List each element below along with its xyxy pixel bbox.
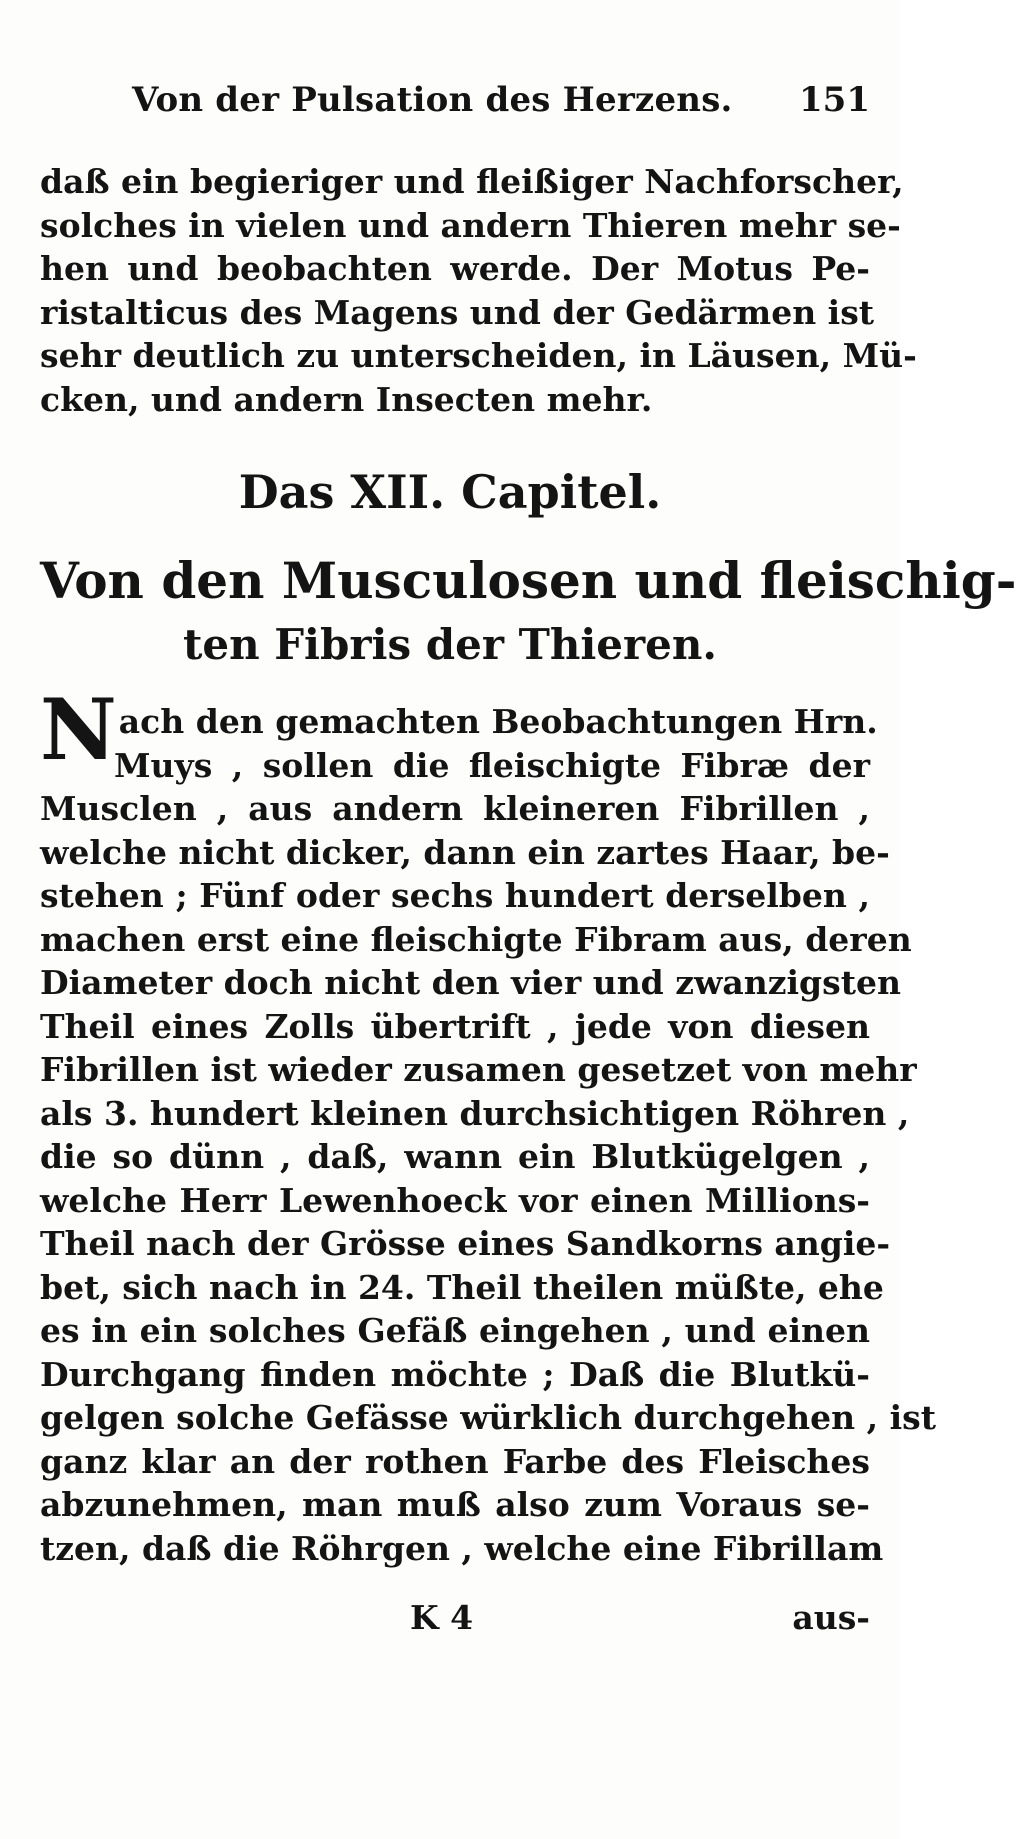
intro-paragraph — [40, 160, 917, 421]
chapter-title-line-1: Von den Musculosen und fleischig- — [40, 551, 1016, 610]
text-line: Fibrillen ist wieder zusamen gesetzet von mehr — [40, 1050, 917, 1089]
page-number: 151 — [799, 80, 870, 120]
text-line: stehen ; Fünf oder sechs hundert derselben , — [40, 876, 870, 915]
drop-cap: N — [40, 680, 117, 779]
text-line: Musclen , aus andern kleineren Fibrillen , — [40, 789, 870, 828]
text-line: Muys , sollen die fleischigte Fibræ der — [114, 745, 870, 785]
running-head-title: Von der Pulsation des Herzens. — [132, 80, 733, 120]
text-line: Theil eines Zolls übertrift , jede von diesen — [40, 1006, 870, 1046]
text-line: bet, sich nach in 24. Theil theilen müßte, ehe — [40, 1267, 884, 1307]
text-line: es in ein solches Gefäß eingehen , und einen — [40, 1311, 870, 1350]
chapter-title-line-2: ten Fibris der Thieren. — [182, 620, 718, 669]
text-line: welche Herr Lewenhoeck vor einen Millions- — [40, 1180, 870, 1220]
text-line: die so dünn , daß, wann ein Blutkügelgen , — [40, 1137, 870, 1176]
text-line: ach den gemachten Beobachtungen Hrn. — [118, 702, 878, 741]
text-line: Durchgang finden möchte ; Daß die Blutkü- — [40, 1354, 870, 1394]
text-line: solches in vielen und andern Thieren mehr se- — [40, 205, 901, 245]
text-line: Theil nach der Grösse eines Sandkorns angie- — [40, 1224, 891, 1263]
signature-mark: K 4 — [410, 1598, 474, 1637]
text-line: ganz klar an der rothen Farbe des Fleisches — [40, 1441, 870, 1481]
text-line: sehr deutlich zu unterscheiden, in Läusen, Mü- — [40, 336, 917, 375]
text-line: tzen, daß die Röhrgen , welche eine Fibrillam — [40, 1528, 884, 1568]
catchword: aus- — [792, 1598, 870, 1637]
text-line: hen und beobachten werde. Der Motus Pe- — [40, 249, 870, 288]
text-line: cken, und andern Insecten mehr. — [40, 379, 653, 419]
body-paragraph — [40, 680, 936, 1570]
text-line: gelgen solche Gefässe würklich durchgehen , ist — [40, 1398, 936, 1437]
chapter-heading: Das XII. Capitel. — [238, 465, 662, 519]
text-line: ristalticus des Magens und der Gedärmen ist — [40, 292, 875, 332]
text-line: abzunehmen, man muß also zum Voraus se- — [40, 1485, 870, 1524]
text-line: Diameter doch nicht den vier und zwanzigsten — [40, 963, 901, 1002]
text-line: daß ein begieriger und fleißiger Nachforscher, — [40, 162, 904, 201]
text-line: welche nicht dicker, dann ein zartes Haar, be- — [40, 832, 890, 872]
text-line: machen erst eine fleischigte Fibram aus, deren — [40, 919, 912, 959]
text-line: als 3. hundert kleinen durchsichtigen Röhren , — [40, 1093, 910, 1133]
